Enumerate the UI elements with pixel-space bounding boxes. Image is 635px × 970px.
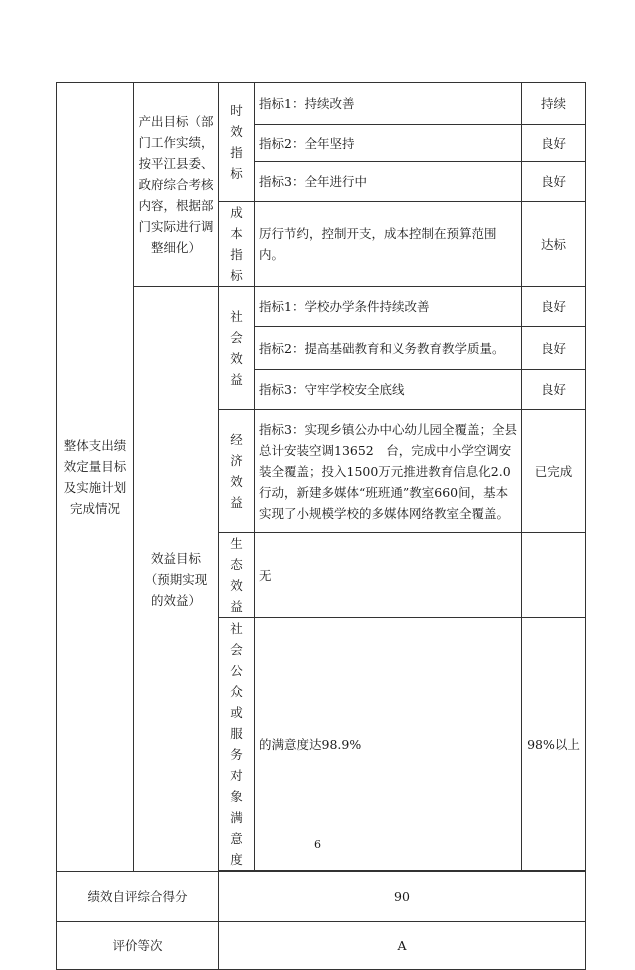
timeliness-result-2: 良好 [522, 125, 586, 162]
satisfaction-indicator: 的满意度达98.9% [255, 618, 522, 871]
economic-label: 经济效益 [230, 432, 243, 510]
economic-indicator: 指标3：实现乡镇公办中心幼儿园全覆盖；全县总计安装空调13652 台，完成中小学空调安装全覆盖；投入1500万元推进教育信息化2.0行动，新建多媒体“班班通”教室660间，基本实现了小规模学校的多媒体网络教室全覆盖。 [255, 410, 522, 533]
ecological-result [522, 533, 586, 618]
cost-label: 成本指标 [230, 205, 243, 283]
ecological-indicator: 无 [255, 533, 522, 618]
satisfaction-result: 98%以上 [522, 618, 586, 871]
grade-label: 评价等次 [57, 922, 219, 970]
timeliness-label: 时效指标 [230, 103, 243, 181]
benefit-label: 效益目标（预期实现的效益） [144, 550, 208, 608]
social-result-2: 良好 [522, 327, 586, 370]
social-indicator-3: 指标3：守牢学校安全底线 [255, 370, 522, 410]
satisfaction-label: 社会公众或服务对象满意度 [230, 621, 243, 867]
social-indicator-1: 指标1：学校办学条件持续改善 [255, 287, 522, 327]
benefit-label-cell [134, 287, 219, 872]
satisfaction-label-cell [219, 618, 255, 871]
social-label-cell [219, 287, 255, 410]
cost-label-cell [219, 202, 255, 287]
output-label-cell [134, 83, 219, 287]
social-result-3: 良好 [522, 370, 586, 410]
overall-label: 整体支出绩效定量目标及实施计划完成情况 [63, 438, 127, 516]
economic-label-cell [219, 410, 255, 533]
overall-label-cell [57, 83, 134, 872]
timeliness-indicator-2: 指标2：全年坚持 [255, 125, 522, 162]
timeliness-result-1: 持续 [522, 83, 586, 125]
score-value: 90 [219, 872, 586, 922]
timeliness-indicator-1: 指标1：持续改善 [255, 83, 522, 125]
performance-table [56, 82, 586, 970]
score-label: 绩效自评综合得分 [57, 872, 219, 922]
timeliness-label-cell [219, 83, 255, 202]
page-number: 6 [314, 838, 321, 851]
social-label: 社会效益 [230, 309, 243, 387]
economic-result: 已完成 [522, 410, 586, 533]
timeliness-indicator-3: 指标3：全年进行中 [255, 162, 522, 202]
grade-value: A [219, 922, 586, 970]
cost-indicator: 厉行节约，控制开支，成本控制在预算范围内。 [255, 202, 522, 287]
timeliness-result-3: 良好 [522, 162, 586, 202]
ecological-label: 生态效益 [230, 536, 243, 614]
social-indicator-2: 指标2：提高基础教育和义务教育教学质量。 [255, 327, 522, 370]
output-label: 产出目标（部门工作实绩，按平江县委、政府综合考核内容，根据部门实际进行调整细化） [138, 114, 214, 255]
social-result-1: 良好 [522, 287, 586, 327]
cost-result: 达标 [522, 202, 586, 287]
ecological-label-cell [219, 533, 255, 618]
